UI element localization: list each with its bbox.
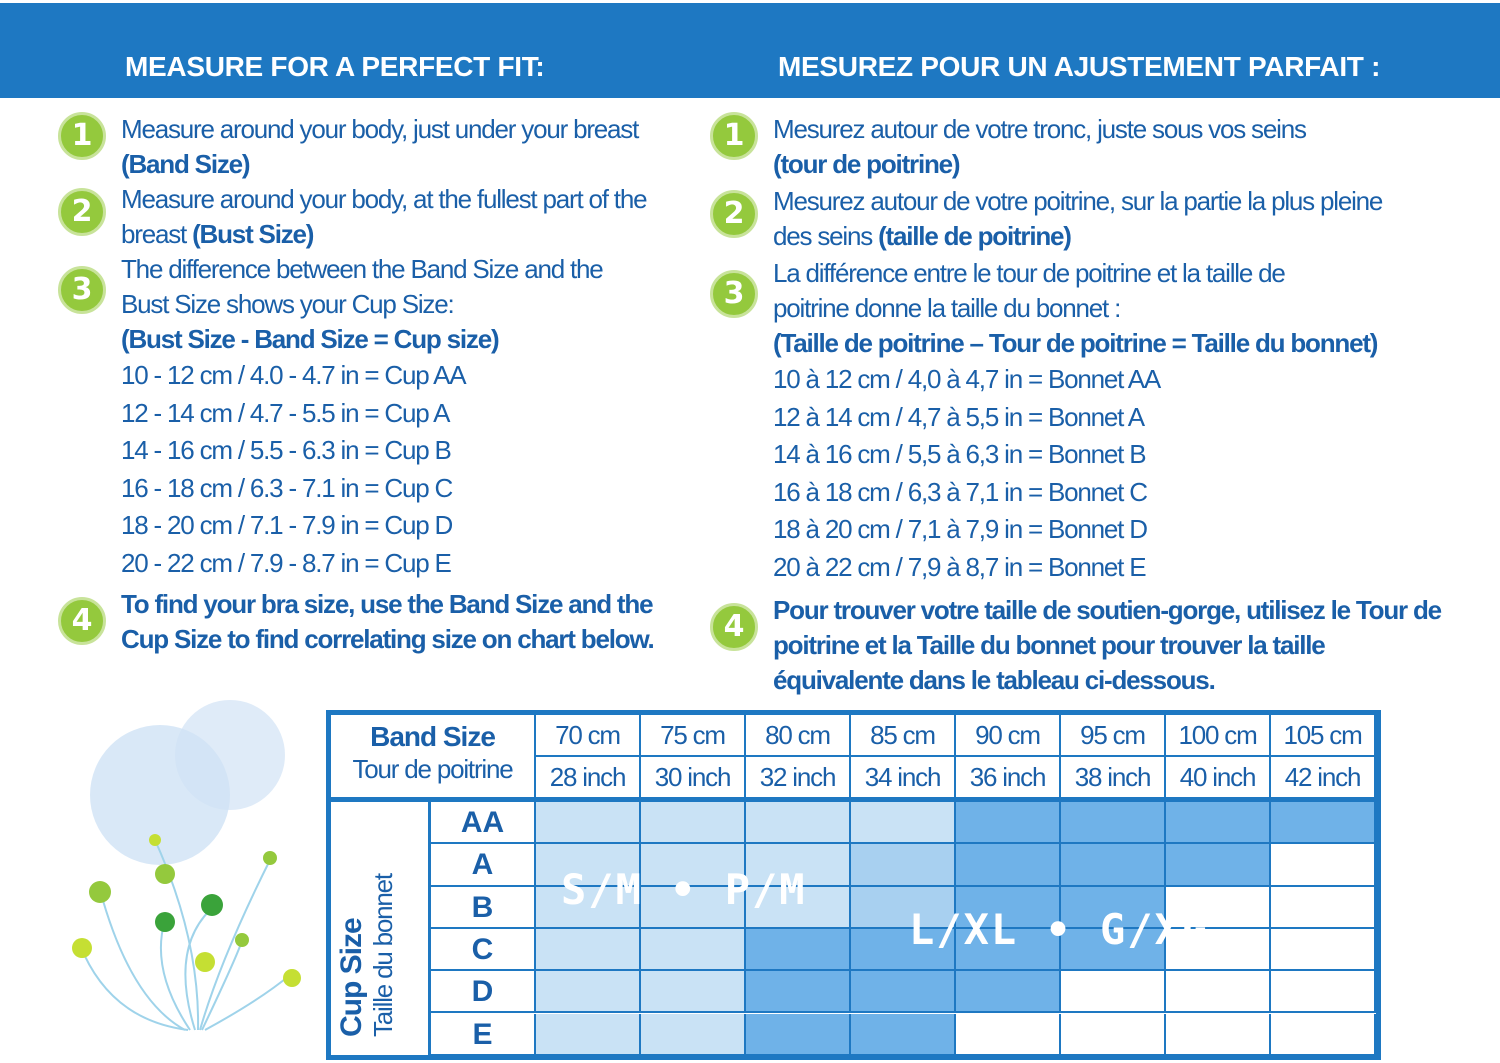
band-size-title-fr: Tour de poitrine — [352, 754, 513, 784]
cup-range: 18 - 20 cm / 7.1 - 7.9 in = Cup D — [121, 510, 453, 540]
cup-range: 20 - 22 cm / 7.9 - 8.7 in = Cup E — [121, 547, 451, 578]
size-cell — [851, 971, 956, 1013]
size-cell — [1271, 887, 1376, 929]
cup-size-title-fr: Taille du bonnet — [368, 874, 398, 1037]
size-cell — [851, 844, 956, 886]
cup-range: 10 à 12 cm / 4,0 à 4,7 in = Bonnet AA — [773, 364, 1161, 394]
size-cell — [1166, 1014, 1271, 1056]
header-title-fr: MESUREZ POUR UN AJUSTEMENT PARFAIT : — [778, 51, 1381, 82]
size-cell — [1166, 844, 1271, 886]
band-size-cm-cell: 95 cm — [1061, 715, 1166, 756]
size-cell — [1271, 844, 1376, 886]
step-text: Mesurez autour de votre tronc, juste sous vos seins — [773, 114, 1306, 144]
step-text-plain: des seins — [773, 221, 879, 251]
step-text: poitrine donne la taille du bonnet : — [773, 293, 1121, 323]
size-label-large-xlarge: L/XL • G/XG — [909, 905, 1210, 954]
size-cell — [1166, 802, 1271, 844]
step-text — [773, 219, 1470, 254]
band-size-inch-cell: 30 inch — [641, 757, 746, 798]
size-label-small-medium: S/M • P/M — [561, 865, 807, 914]
size-cell — [746, 929, 851, 971]
size-cell — [851, 1014, 956, 1056]
step-text-bold: Cup Size to find correlating size on chart below. — [121, 624, 654, 654]
cup-label: B — [431, 887, 536, 929]
cup-range: 10 - 12 cm / 4.0 - 4.7 in = Cup AA — [121, 360, 466, 390]
size-cell — [1271, 802, 1376, 844]
band-size-inch-cell: 40 inch — [1166, 757, 1271, 798]
step-text: The difference between the Band Size and the — [121, 254, 603, 284]
band-size-cm-cell: 85 cm — [851, 715, 956, 756]
band-size-inch-cell: 36 inch — [956, 757, 1061, 798]
step-text: Measure around your body, just under your breast — [121, 114, 639, 144]
band-size-header — [331, 715, 536, 797]
step-text-bold: To find your bra size, use the Band Size and the — [121, 589, 653, 619]
step-text: La différence entre le tour de poitrine et la taille de — [773, 258, 1285, 288]
step-text: Mesurez autour de votre poitrine, sur la partie la plus pleine — [773, 186, 1383, 216]
step-text: Bust Size shows your Cup Size: — [121, 289, 454, 319]
size-cell — [641, 929, 746, 971]
header-banner — [0, 0, 1500, 98]
band-size-inch-cell: 38 inch — [1061, 757, 1166, 798]
band-size-inch-cell: 32 inch — [746, 757, 851, 798]
cup-label: C — [431, 929, 536, 971]
size-cell — [641, 1014, 746, 1056]
size-cell — [956, 802, 1061, 844]
cup-range: 14 à 16 cm / 5,5 à 6,3 in = Bonnet B — [773, 439, 1146, 469]
step-number-badge: 2 — [710, 190, 758, 238]
size-cell — [1271, 1014, 1376, 1056]
cup-size-header — [331, 802, 431, 1055]
formula-text: (Taille de poitrine – Tour de poitrine = Taille du bonnet) — [773, 328, 1378, 358]
cup-range: 14 - 16 cm / 5.5 - 6.3 in = Cup B — [121, 435, 451, 465]
step-text-bold: équivalente dans le tableau ci-dessous. — [773, 665, 1215, 695]
step-number-badge: 2 — [58, 188, 106, 236]
step-number-badge: 4 — [710, 603, 758, 651]
step-number-badge: 1 — [710, 112, 758, 160]
size-cell — [746, 802, 851, 844]
cup-range: 20 à 22 cm / 7,9 à 8,7 in = Bonnet E — [773, 551, 1146, 582]
cup-range: 12 - 14 cm / 4.7 - 5.5 in = Cup A — [121, 397, 450, 428]
cup-label: E — [431, 1014, 536, 1056]
size-cell — [956, 844, 1061, 886]
size-cell — [1166, 971, 1271, 1013]
flower-illustration-icon — [70, 700, 320, 1060]
step-text — [121, 217, 698, 252]
size-cell — [536, 929, 641, 971]
band-size-inch-cell: 28 inch — [536, 757, 641, 798]
size-cell — [641, 971, 746, 1013]
band-size-title: Band Size — [370, 721, 495, 752]
step-text-bold: poitrine et la Taille du bonnet pour trouver la taille — [773, 630, 1325, 660]
step-4-en — [58, 587, 698, 667]
size-cell — [956, 1014, 1061, 1056]
size-cell — [956, 971, 1061, 1013]
formula-text: (Bust Size - Band Size = Cup size) — [121, 324, 499, 354]
header-title-en: MEASURE FOR A PERFECT FIT: — [125, 51, 545, 82]
step-2-fr — [710, 184, 1470, 256]
instructions-fr — [710, 112, 1470, 703]
step-4-fr — [710, 593, 1470, 703]
cup-range: 18 à 20 cm / 7,1 à 7,9 in = Bonnet D — [773, 514, 1147, 544]
step-number-badge: 4 — [58, 597, 106, 645]
size-cell — [641, 802, 746, 844]
cup-range: 16 à 18 cm / 6,3 à 7,1 in = Bonnet C — [773, 476, 1147, 507]
size-cell — [851, 802, 956, 844]
size-cell — [746, 971, 851, 1013]
step-number-badge: 1 — [58, 112, 106, 160]
size-cell — [1061, 802, 1166, 844]
band-size-inch-cell: 34 inch — [851, 757, 956, 798]
step-number-badge: 3 — [58, 266, 106, 314]
band-size-cm-cell: 70 cm — [536, 715, 641, 756]
step-text: Measure around your body, at the fullest part of the — [121, 184, 647, 214]
step-number-badge: 3 — [710, 270, 758, 318]
band-size-cm-cell: 105 cm — [1271, 715, 1376, 756]
size-cell — [1271, 971, 1376, 1013]
band-size-inch-cell: 42 inch — [1271, 757, 1376, 798]
cup-label: A — [431, 844, 536, 886]
size-cell — [1271, 929, 1376, 971]
step-3-fr — [710, 256, 1470, 593]
header-divider — [536, 755, 1381, 757]
size-cell — [1061, 1014, 1166, 1056]
cup-size-title-block — [336, 874, 398, 1037]
step-1-en — [58, 112, 698, 182]
size-chart-table — [326, 710, 1381, 1060]
size-cell — [1061, 844, 1166, 886]
step-text-bold: (tour de poitrine) — [773, 149, 960, 179]
size-cell — [746, 1014, 851, 1056]
step-text-bold: Pour trouver votre taille de soutien-gorge, utilisez le Tour de — [773, 595, 1441, 625]
size-cell — [1061, 971, 1166, 1013]
band-size-cm-cell: 75 cm — [641, 715, 746, 756]
band-size-cm-cell: 90 cm — [956, 715, 1061, 756]
cup-size-title: Cup Size — [335, 918, 368, 1037]
size-cell — [536, 1014, 641, 1056]
cup-label: AA — [431, 802, 536, 844]
instructions-en — [58, 112, 698, 667]
step-text-plain: breast — [121, 219, 193, 249]
cup-label: D — [431, 971, 536, 1013]
cup-range: 12 à 14 cm / 4,7 à 5,5 in = Bonnet A — [773, 401, 1144, 432]
step-text-bold: (Band Size) — [121, 149, 250, 179]
cup-range: 16 - 18 cm / 6.3 - 7.1 in = Cup C — [121, 472, 453, 503]
step-2-en — [58, 182, 698, 252]
band-size-cm-cell: 80 cm — [746, 715, 851, 756]
band-size-cm-cell: 100 cm — [1166, 715, 1271, 756]
step-text-bold: (taille de poitrine) — [878, 221, 1071, 251]
step-text-bold: (Bust Size) — [192, 219, 314, 249]
size-cell — [536, 971, 641, 1013]
step-3-en — [58, 252, 698, 587]
size-cell — [536, 802, 641, 844]
step-1-fr — [710, 112, 1470, 184]
